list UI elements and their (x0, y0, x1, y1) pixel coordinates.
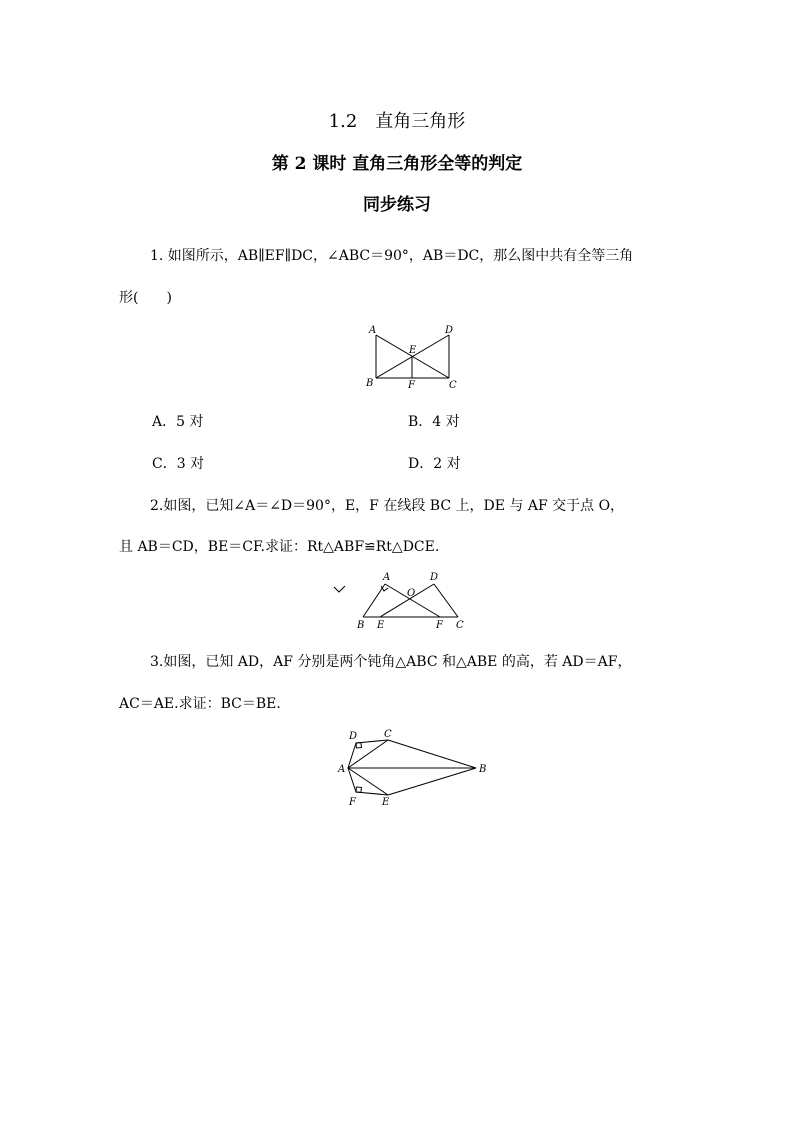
q2-figure (330, 570, 470, 632)
q1-option-d: D．2 对 (408, 456, 461, 472)
q1-figure (362, 322, 462, 394)
q3-label-c: C (384, 729, 392, 740)
q1-option-b: B．4 对 (408, 414, 460, 430)
q1-option-a: A．5 对 (152, 414, 204, 430)
q1-label-e: E (409, 345, 417, 356)
q2-label-a: A (383, 572, 391, 583)
q2-label-e: E (377, 620, 385, 631)
q2-text-line2: 且 AB＝CD，BE＝CF.求证：Rt△ABF≌Rt△DCE. (119, 539, 440, 555)
q3-segment-ad (348, 743, 356, 768)
q3-label-f: F (349, 797, 356, 808)
q1-label-d: D (445, 325, 454, 336)
lesson-title: 第 2 课时 直角三角形全等的判定 (271, 154, 523, 174)
q3-segment-cb (388, 740, 476, 768)
q2-segment-dc (434, 584, 458, 617)
q3-figure (334, 725, 494, 810)
q2-right-angle-a (381, 586, 388, 591)
q3-right-angle-f (356, 787, 361, 792)
q3-segment-ae (348, 768, 388, 795)
q2-label-o: O (407, 588, 416, 599)
q3-label-b: B (479, 764, 487, 775)
q1-label-b: B (366, 378, 374, 389)
q1-label-c: C (449, 380, 457, 391)
q3-label-e: E (382, 797, 390, 808)
q2-label-f: F (436, 620, 443, 631)
section-title: 1.2 直角三角形 (328, 111, 466, 132)
q2-label-c: C (456, 620, 464, 631)
q3-right-angle-d (356, 743, 361, 748)
q3-text-line2: AC＝AE.求证：BC＝BE. (119, 696, 281, 712)
q2-label-b: B (357, 620, 365, 631)
q2-segment-ab (363, 584, 385, 617)
q3-segment-eb (388, 768, 476, 795)
q2-label-d: D (430, 572, 439, 583)
q1-text-line2: 形( ) (119, 290, 172, 306)
q1-label-a: A (369, 325, 377, 336)
q3-label-a: A (338, 764, 346, 775)
q3-label-d: D (349, 731, 358, 742)
q3-text-line1: 3.如图，已知 AD，AF 分别是两个钝角△ABC 和△ABE 的高，若 AD＝AF， (150, 654, 632, 670)
q3-segment-ac (348, 740, 388, 768)
q3-segment-af (348, 768, 356, 792)
q1-text-line1: 1. 如图所示，AB∥EF∥DC，∠ABC＝90°，AB＝DC，那么图中共有全等三角 (150, 248, 634, 264)
q2-stray-mark (334, 586, 345, 592)
q1-label-f: F (408, 380, 415, 391)
q1-option-c: C．3 对 (152, 456, 205, 472)
q2-text-line1: 2.如图，已知∠A＝∠D＝90°，E，F 在线段 BC 上，DE 与 AF 交于点 O， (150, 498, 625, 514)
practice-title: 同步练习 (363, 195, 431, 215)
